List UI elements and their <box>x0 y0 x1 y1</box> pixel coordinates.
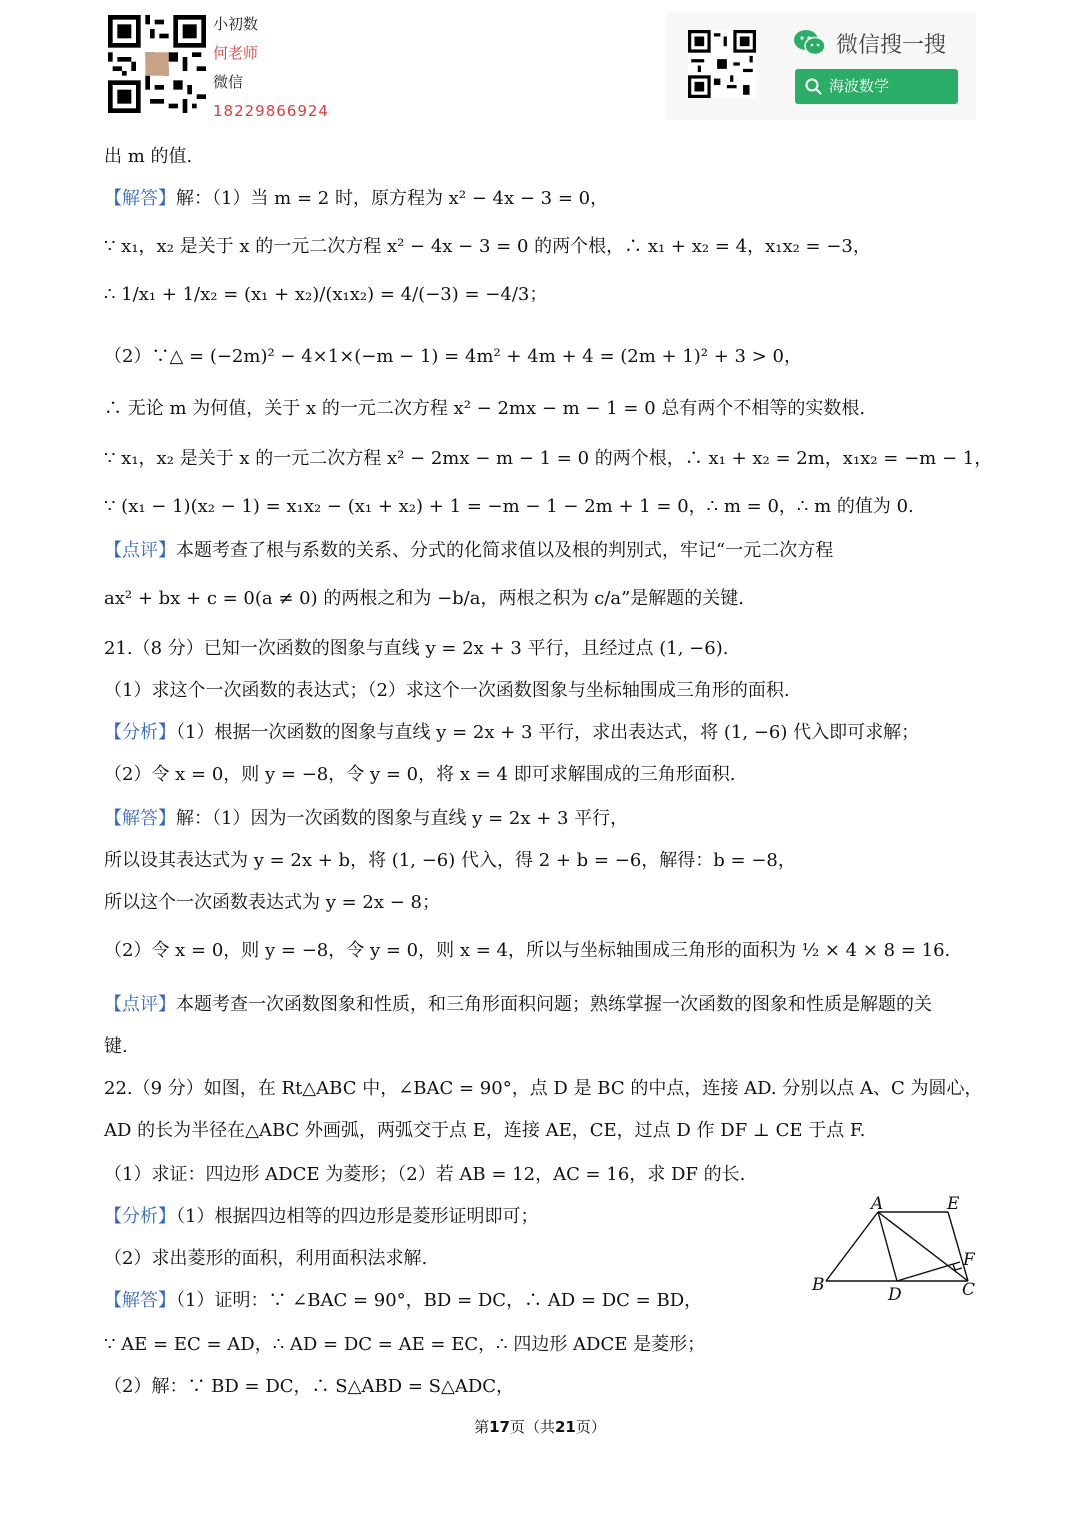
text-line: ∴ 1/x₁ + 1/x₂ = (x₁ + x₂)/(x₁x₂) = 4/(−3) = −4/3； <box>104 284 548 305</box>
text-line-body: 本题考查了根与系数的关系、分式的化简求值以及根的判别式，牢记“一元二次方程 <box>176 540 834 561</box>
text-line: （2）求出菱形的面积，利用面积法求解. <box>104 1248 428 1269</box>
text-line-body: 本题考查一次函数图象和性质，和三角形面积问题；熟练掌握一次函数的图象和性质是解题的关 <box>176 994 932 1015</box>
footer-pre: 第 <box>474 1418 490 1436</box>
text-line <box>104 1202 538 1228</box>
text-line: ∵ (x₁ − 1)(x₂ − 1) = x₁x₂ − (x₁ + x₂) + 1 = −m − 1 − 2m + 1 = 0，∴ m = 0，∴ m 的值为 0. <box>104 496 914 517</box>
text-line: 键. <box>104 1036 128 1057</box>
section-tag: 【解答】 <box>104 188 176 209</box>
label-d: D <box>888 1285 902 1305</box>
segment-ec <box>948 1212 968 1281</box>
text-line <box>104 1286 702 1312</box>
qr-code-right <box>688 30 756 98</box>
label-c: C <box>962 1280 976 1300</box>
segment-ad <box>878 1212 897 1281</box>
text-line: （1）求这个一次函数的表达式；（2）求这个一次函数图象与坐标轴围成三角形的面积. <box>104 680 790 701</box>
text-line: 出 m 的值. <box>104 146 193 167</box>
text-line-body: 解：（1）因为一次函数的图象与直线 y = 2x + 3 平行， <box>176 808 629 829</box>
label-b: B <box>812 1275 825 1295</box>
text-line: （2）解：∵ BD = DC，∴ S△ABD = S△ADC， <box>104 1376 515 1397</box>
section-tag: 【点评】 <box>104 540 176 561</box>
text-line: 所以这个一次函数表达式为 y = 2x − 8； <box>104 892 440 913</box>
label-a: A <box>871 1195 884 1214</box>
text-line: ∵ x₁，x₂ 是关于 x 的一元二次方程 x² − 4x − 3 = 0 的两个根，∴ x₁ + x₂ = 4，x₁x₂ = −3， <box>104 236 871 257</box>
footer-mid: 页（共 <box>509 1418 555 1436</box>
text-line <box>104 184 608 210</box>
text-line <box>104 718 919 744</box>
qr-code-left <box>108 14 206 114</box>
segment-df <box>897 1262 960 1281</box>
text-line: 21.（8 分）已知一次函数的图象与直线 y = 2x + 3 平行，且经过点 (1, −6). <box>104 638 729 659</box>
contact-line-1: 小初数 <box>213 15 259 33</box>
section-tag: 【分析】 <box>104 722 176 743</box>
section-tag: 【点评】 <box>104 994 176 1015</box>
search-icon <box>805 78 822 95</box>
text-line-body: （1）根据四边相等的四边形是菱形证明即可； <box>176 1206 539 1227</box>
text-line: ∵ AE = EC = AD，∴ AD = DC = AE = EC，∴ 四边形 ADCE 是菱形； <box>104 1334 706 1355</box>
footer-total-pages: 21 <box>555 1418 576 1436</box>
wechat-icon <box>793 29 827 57</box>
contact-phone: 18229866924 <box>213 102 329 120</box>
page-footer <box>0 1416 1080 1437</box>
section-tag: 【解答】 <box>104 1290 176 1311</box>
text-line-body: 解：（1）当 m = 2 时，原方程为 x² − 4x − 3 = 0， <box>176 188 609 209</box>
wechat-search-title: 微信搜一搜 <box>836 33 947 58</box>
wechat-search-label: 海波数学 <box>829 77 890 95</box>
text-line: 所以设其表达式为 y = 2x + b，将 (1, −6) 代入，得 2 + b = −6，解得：b = −8， <box>104 850 796 871</box>
footer-page-number: 17 <box>489 1418 510 1436</box>
text-line: （2）令 x = 0，则 y = −8，令 y = 0，将 x = 4 即可求解围成的三角形面积. <box>104 764 736 785</box>
footer-post: 页） <box>575 1418 606 1436</box>
label-e: E <box>947 1195 960 1214</box>
label-f: F <box>963 1250 975 1270</box>
section-tag: 【解答】 <box>104 808 176 829</box>
text-line: （1）求证：四边形 ADCE 为菱形；（2）若 AB = 12，AC = 16，求 DF 的长. <box>104 1164 746 1185</box>
right-angle-mark <box>953 1264 962 1270</box>
text-line-body: （1）证明：∵ ∠BAC = 90°，BD = DC，∴ AD = DC = BD， <box>176 1290 703 1311</box>
text-line: 22.（9 分）如图，在 Rt△ABC 中，∠BAC = 90°，点 D 是 BC 的中点，连接 AD. 分别以点 A、C 为圆心， <box>104 1078 983 1099</box>
text-line: ∵ x₁，x₂ 是关于 x 的一元二次方程 x² − 2mx − m − 1 = 0 的两个根，∴ x₁ + x₂ = 2m，x₁x₂ = −m − 1， <box>104 448 993 469</box>
text-line: ∴ 无论 m 为何值，关于 x 的一元二次方程 x² − 2mx − m − 1 = 0 总有两个不相等的实数根. <box>104 398 866 419</box>
text-line: ax² + bx + c = 0(a ≠ 0) 的两根之和为 −b/a，两根之积为 c/a”是解题的关键. <box>104 588 744 609</box>
text-line: AD 的长为半径在△ABC 外画弧，两弧交于点 E，连接 AE，CE，过点 D 作 DF ⊥ CE 于点 F. <box>104 1120 866 1141</box>
contact-text <box>213 10 329 126</box>
contact-line-2: 何老师 <box>213 44 259 62</box>
text-line <box>104 536 833 562</box>
segment-ba <box>826 1212 878 1281</box>
contact-line-3: 微信 <box>213 73 244 91</box>
text-line: （2）令 x = 0，则 y = −8，令 y = 0，则 x = 4，所以与坐标轴围成三角形的面积为 ½ × 4 × 8 = 16. <box>104 940 951 961</box>
wechat-search-button[interactable] <box>795 69 958 104</box>
section-tag: 【分析】 <box>104 1206 176 1227</box>
text-line <box>104 804 628 830</box>
geometry-figure-rhombus <box>808 1195 988 1310</box>
text-line-body: （1）根据一次函数的图象与直线 y = 2x + 3 平行，求出表达式，将 (1, −6) 代入即可求解； <box>176 722 920 743</box>
page-header <box>0 0 1080 125</box>
text-line <box>104 990 932 1016</box>
text-line: （2）∵△ = (−2m)² − 4×1×(−m − 1) = 4m² + 4m + 4 = (2m + 1)² + 3 > 0， <box>104 346 802 367</box>
